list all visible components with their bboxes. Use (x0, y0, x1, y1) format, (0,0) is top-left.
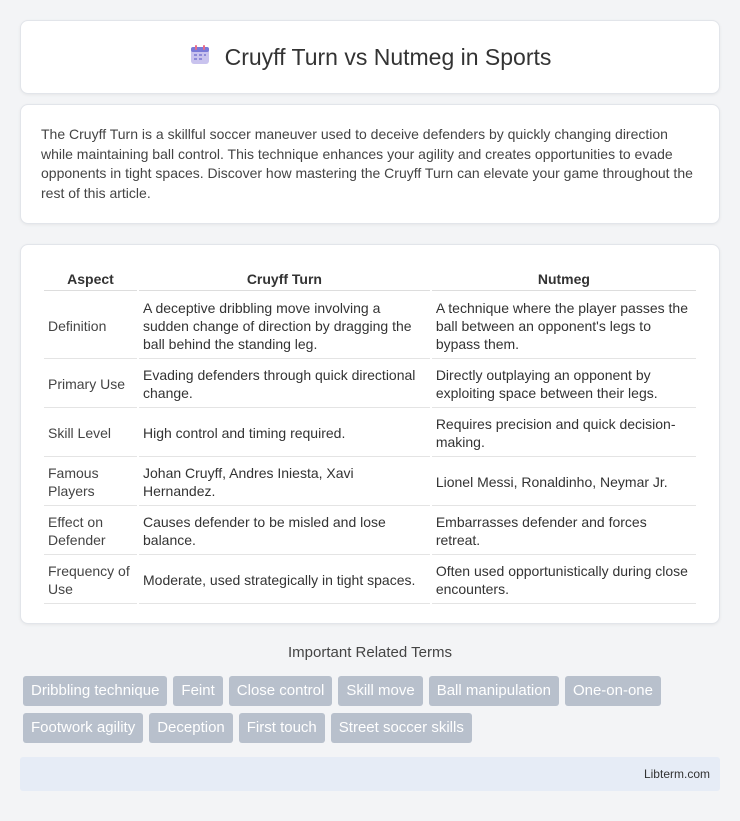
row-cruyff: Johan Cruyff, Andres Iniesta, Xavi Hernandez. (139, 459, 430, 506)
row-nutmeg: Embarrasses defender and forces retreat. (432, 508, 696, 555)
row-cruyff: Causes defender to be misled and lose balance. (139, 508, 430, 555)
table-row (44, 410, 696, 457)
row-cruyff: High control and timing required. (139, 410, 430, 457)
row-cruyff: A deceptive dribbling move involving a sudden change of direction by dragging the ball behind the standing leg. (139, 293, 430, 359)
header-nutmeg: Nutmeg (432, 267, 696, 291)
intro-text: The Cruyff Turn is a skillful soccer maneuver used to deceive defenders by quickly changing direction while maintaining ball control. This technique enhances your agility and creates opportunities to evade opponents in tight spaces. Discover how mastering the Cruyff Turn can elevate your game throughout the rest of this article. (41, 126, 693, 201)
tag-street-soccer-skills[interactable]: Street soccer skills (331, 713, 472, 743)
row-cruyff: Evading defenders through quick directional change. (139, 361, 430, 408)
table-row (44, 557, 696, 604)
tag-dribbling-technique[interactable]: Dribbling technique (23, 676, 167, 706)
calendar-icon (189, 44, 211, 71)
tag-deception[interactable]: Deception (149, 713, 233, 743)
comparison-table (42, 265, 698, 606)
table-row (44, 508, 696, 555)
tag-close-control[interactable]: Close control (229, 676, 333, 706)
header-aspect: Aspect (44, 267, 137, 291)
intro-card (20, 104, 720, 224)
row-nutmeg: Directly outplaying an opponent by exploiting space between their legs. (432, 361, 696, 408)
header-card (20, 20, 720, 94)
tag-footwork-agility[interactable]: Footwork agility (23, 713, 143, 743)
table-header-row (44, 267, 696, 291)
row-aspect: Famous Players (44, 459, 137, 506)
row-aspect: Skill Level (44, 410, 137, 457)
footer (20, 757, 720, 791)
row-nutmeg: Lionel Messi, Ronaldinho, Neymar Jr. (432, 459, 696, 506)
tag-one-on-one[interactable]: One-on-one (565, 676, 661, 706)
related-terms-title: Important Related Terms (288, 644, 452, 661)
table-row (44, 361, 696, 408)
row-aspect: Effect on Defender (44, 508, 137, 555)
row-aspect: Frequency of Use (44, 557, 137, 604)
table-row (44, 459, 696, 506)
table-row (44, 293, 696, 359)
tag-feint[interactable]: Feint (173, 676, 222, 706)
tag-ball-manipulation[interactable]: Ball manipulation (429, 676, 559, 706)
title-wrap (189, 44, 552, 71)
header-cruyff-turn: Cruyff Turn (139, 267, 430, 291)
tag-first-touch[interactable]: First touch (239, 713, 325, 743)
comparison-card (20, 244, 720, 624)
row-cruyff: Moderate, used strategically in tight spaces. (139, 557, 430, 604)
footer-link[interactable]: Libterm.com (643, 767, 710, 781)
row-nutmeg: Often used opportunistically during close encounters. (432, 557, 696, 604)
page-title: Cruyff Turn vs Nutmeg in Sports (224, 43, 552, 70)
tag-skill-move[interactable]: Skill move (338, 676, 422, 706)
related-tags (23, 676, 713, 743)
row-nutmeg: A technique where the player passes the ball between an opponent's legs to bypass them. (432, 293, 696, 359)
row-aspect: Primary Use (44, 361, 137, 408)
row-aspect: Definition (44, 293, 137, 359)
row-nutmeg: Requires precision and quick decision-making. (432, 410, 696, 457)
